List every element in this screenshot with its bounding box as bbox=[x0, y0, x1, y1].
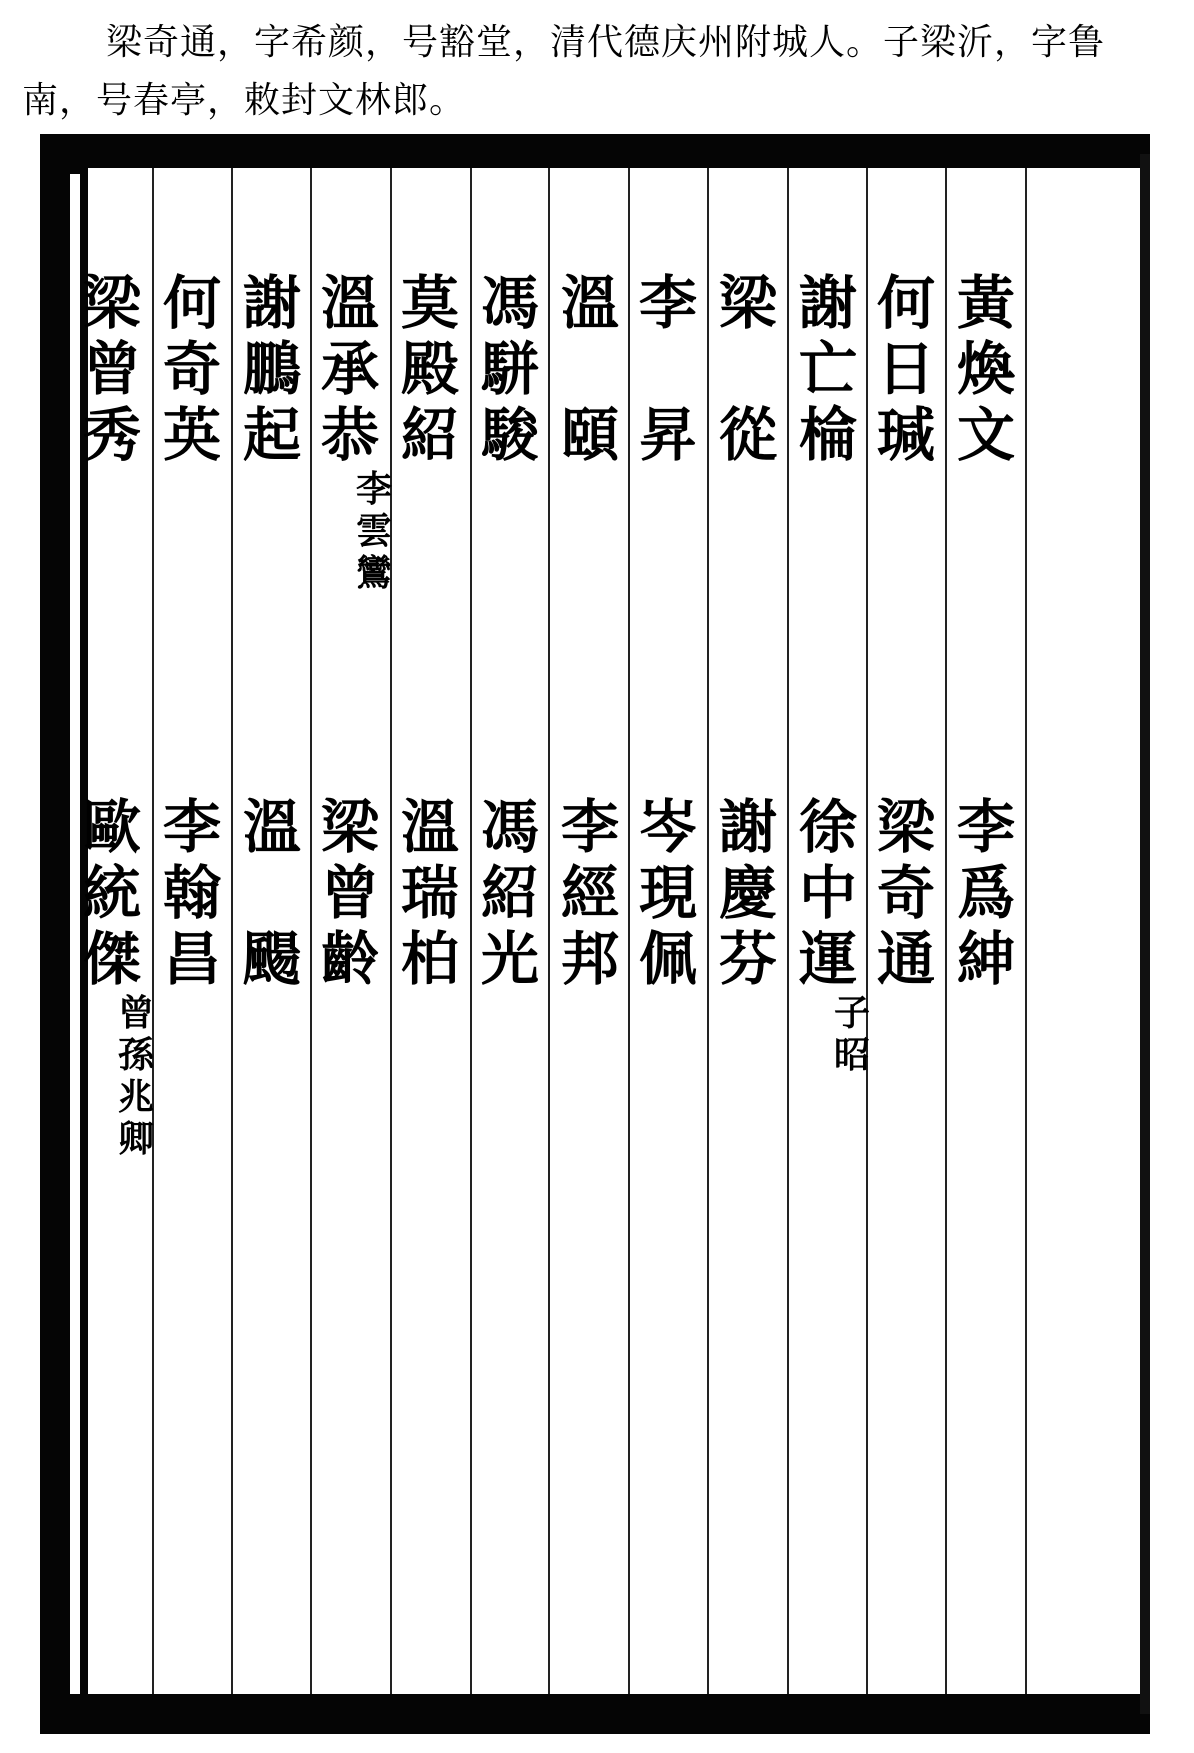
column-rule bbox=[866, 168, 868, 1694]
name-upper: 梁 曾 秀 bbox=[82, 269, 141, 469]
column-rule bbox=[231, 168, 233, 1694]
caption-text: 梁奇通，字希颜，号豁堂，清代德庆州附城人。子梁沂，字鲁南，号春亭，敕封文林郎。 bbox=[22, 22, 1106, 121]
scanned-page bbox=[40, 134, 1150, 1734]
name-lower: 李 爲 紳 bbox=[956, 793, 1015, 993]
name-lower: 馮 紹 光 bbox=[480, 793, 539, 993]
name-lower: 梁 奇 通 bbox=[876, 793, 935, 993]
name-lower: 歐 統 傑 bbox=[82, 793, 141, 993]
column-rule bbox=[310, 168, 312, 1694]
name-lower: 梁 曾 齡 bbox=[320, 793, 379, 993]
name-upper: 溫 承 恭 bbox=[320, 269, 379, 469]
name-lower: 岑 現 佩 bbox=[638, 793, 697, 993]
column-rule bbox=[152, 168, 154, 1694]
name-upper: 梁 從 bbox=[718, 269, 777, 469]
name-lower: 李 翰 昌 bbox=[162, 793, 221, 993]
name-upper: 馮 駢 駿 bbox=[480, 269, 539, 469]
column-rule bbox=[945, 168, 947, 1694]
scan-border-right bbox=[1140, 154, 1150, 1714]
column-rule bbox=[470, 168, 472, 1694]
name-upper: 謝 亡 棆 bbox=[798, 269, 857, 469]
name-upper: 溫 頤 bbox=[560, 269, 619, 469]
name-upper: 莫 殿 紹 bbox=[400, 269, 459, 469]
scan-border-left-gap bbox=[70, 174, 80, 1704]
name-lower: 李 經 邦 bbox=[560, 793, 619, 993]
scan-border-top bbox=[40, 134, 1150, 168]
name-upper: 謝 鵬 起 bbox=[242, 269, 301, 469]
name-annotation: 曾 孫 兆 卿 bbox=[117, 992, 154, 1160]
name-upper: 何 日 瑊 bbox=[876, 269, 935, 469]
name-lower: 溫 颺 bbox=[242, 793, 301, 993]
scan-border-bottom bbox=[40, 1694, 1150, 1734]
name-lower: 溫 瑞 柏 bbox=[400, 793, 459, 993]
name-upper: 黃 煥 文 bbox=[956, 269, 1015, 469]
name-annotation: 李 雲 鸞 bbox=[355, 468, 392, 594]
name-lower: 謝 慶 芬 bbox=[718, 793, 777, 993]
name-upper: 李 昇 bbox=[638, 269, 697, 469]
column-rule bbox=[390, 168, 392, 1694]
name-upper: 何 奇 英 bbox=[162, 269, 221, 469]
name-lower: 徐 中 運 bbox=[798, 793, 857, 993]
column-rule bbox=[548, 168, 550, 1694]
name-annotation: 子 昭 bbox=[833, 992, 870, 1076]
column-rule bbox=[1025, 168, 1027, 1694]
